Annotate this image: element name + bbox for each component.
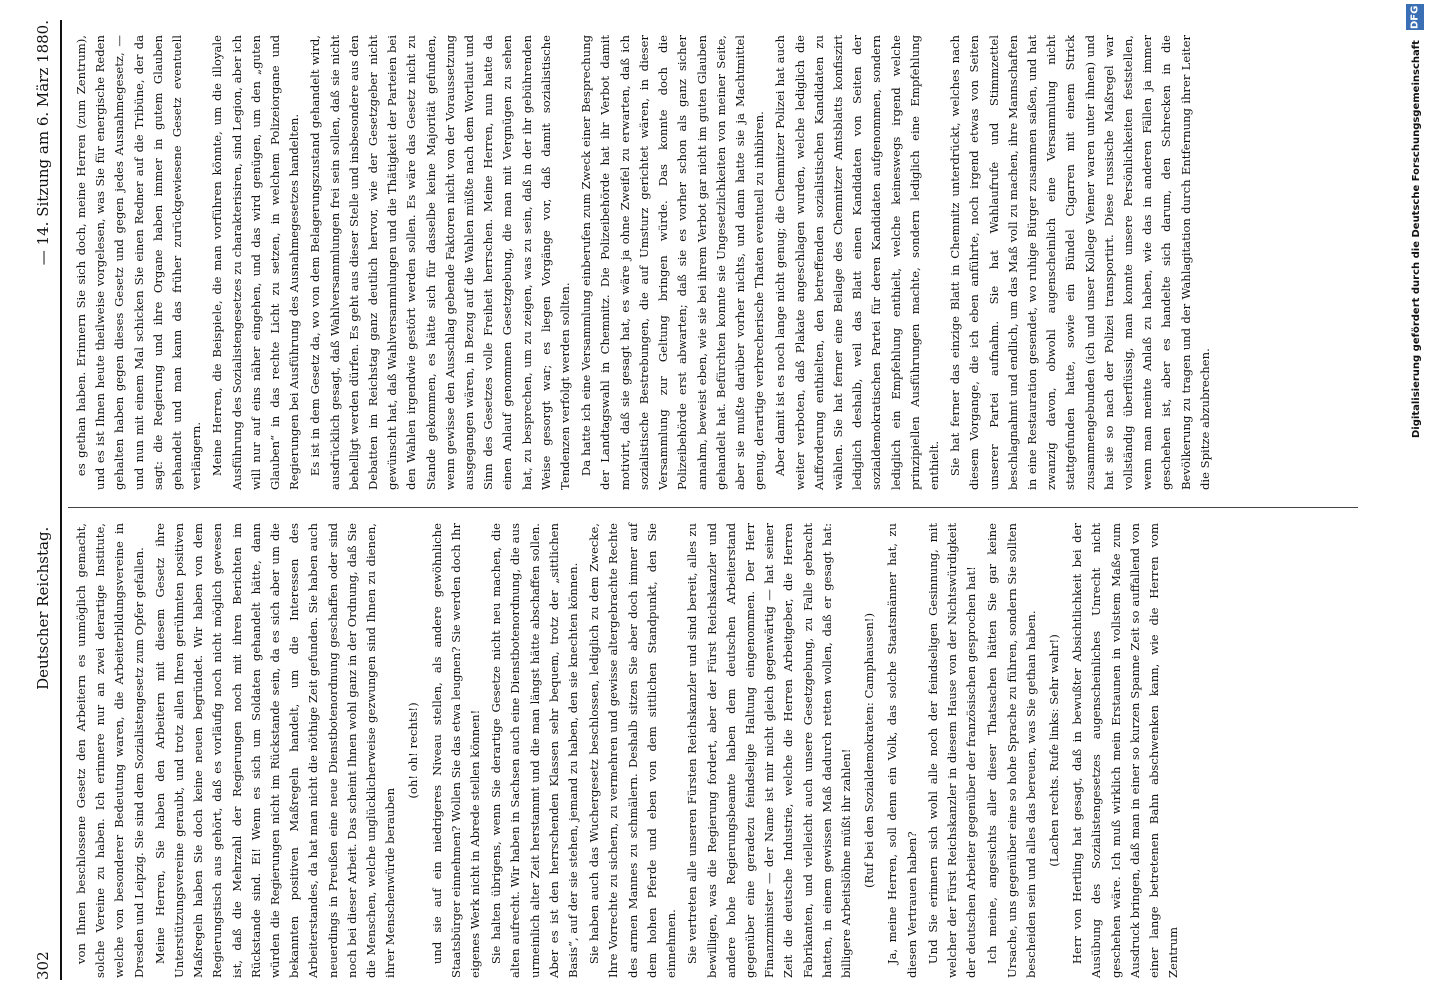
paragraph: Sie halten übrigens, wenn Sie derartige Gesetze nicht neu machen, die alten aufrecht. Wir haben in Sachsen auch eine Dienstbotenordnung, die aus urmeinlich alter Zeit herstammt und die man längst hätte abschaffen sollen. Aber es ist den herrschenden Klassen sehr bequem, trotz der „sittlichen Basis“, auf der sie stehen, jemand zu haben, den sie knechten können. <box>489 523 581 978</box>
interjection: (oh! oh! rechts!) <box>406 702 421 799</box>
scanned-page <box>10 0 1390 1000</box>
paragraph: Ja, meine Herren, soll denn ein Volk, das solche Staatsmänner hat, zu diesen Vertrauen haben? <box>885 523 919 978</box>
paragraph: Herr von Hertling hat gesagt, daß in bewußter Absichtlichkeit bei der Ausübung des Sozialistengesetzes augenscheinliches Unrecht nicht geschehen wäre. Ich muß wirklich mein Erstaunen in vollstem Maße zum Ausdruck bringen, daß man in einer so kurzen Spanne Zeit so auffallend von einer lange betretenen Bahn abschwenken kann, wie die Herren vom Zentrum <box>1070 523 1181 978</box>
paragraph: von Ihnen beschlossene Gesetz den Arbeitern es unmöglich gemacht, solche Vereine zu haben. Ich erinnere nur an zwei derartige Institute, welche von besonderer Bedeutung waren, die Arbeiterbildungsvereine in Dresden und Leipzig. Sie sind dem Sozialistengesetz zum Opfer gefallen. <box>74 523 146 978</box>
paragraph: Sie hat ferner das einzige Blatt in Chemnitz unterdrückt, welches nach diesem Vorgange, die ich eben anführte, noch irgend etwas von Seiten unserer Partei aufnahm. Sie hat Wahlaufrufe und Stimmzettel beschlagnahmt und endlich, um das Maß voll zu machen, ihre Mannschaften in eine Restauration gesendet, wo ruhige Bürger zusammen saßen, und hat zwanzig davon, obwohl augenscheinlich eine Versammlung nicht stattgefunden hatte, sowie ein Bündel Cigarren mit einem Strick zusammengebunden (ich und unser Kollege Viemer waren unter ihnen) und hat sie so nach der Polizei transportirt. Diese russische Maßregel war vollständig überflüssig, man konnte unsere Persönlichkeiten feststellen, wenn man meinte Anlaß zu haben, wie das in anderen Fällen ja immer geschehen ist, aber es handelte sich darum, den Schrecken in die Bevölkerung zu tragen und der Wahlagitation durch Entfernung ihrer Leiter die Spitze abzubrechen. <box>948 35 1212 490</box>
interjection: (Ruf bei den Sozialdemokraten: Camphausen!) <box>862 613 877 888</box>
paragraph: Sie vertreten alle unseren Fürsten Reichskanzler und sind bereit, alles zu bewilligen, was die Regierung fordert, aber der Fürst Reichskanzler und andere hohe Regierungsbeamte haben dem deutschen Arbeiterstand gegenüber eine geradezu feindselige Haltung eingenommen. Der Herr Finanzminister — der Name ist mir nicht gleich gegenwärtig — hat seiner Zeit die deutsche Industrie, welche die Herren Arbeitgeber, die Herren Fabrikanten, und vielleicht auch unsere Gesetzgebung, zu Falle gebracht hatten, in einem gewissen Maß dadurch retten wollen, daß er gesagt hat: billigere Arbeitslöhne müßt ihr zahlen! <box>685 523 853 978</box>
left-column <box>72 523 1185 978</box>
paragraph: Sie haben auch das Wuchergesetz beschlossen, lediglich zu dem Zwecke, Ihre Vorrechte zu sichern, zu vermehren und gewisse altergebrachte Rechte des armen Mannes zu schmälern. Deshalb sitzen Sie aber doch immer auf dem hohen Pferde und eben von dem sittlichen Standpunkt, den Sie einnehmen. <box>587 523 679 978</box>
page-number: 302 <box>34 951 52 980</box>
paragraph: Da hatte ich eine Versammlung einberufen zum Zweck einer Besprechung der Landtagswahl in Chemnitz. Die Polizeibehörde hat ihr Verbot damit motivirt, daß sie gesagt hat, es wäre ja ohne Zweifel zu erwarten, daß ich sozialistische Bestrebungen, die auf Umsturz gerichtet wären, in dieser Versammlung zur Geltung bringen würde. Das konnte doch die Polizeibehörde erst abwarten; daß sie es vorher schon als ganz sicher annahm, beweist eben, wie sie bei ihrem Verbot gar nicht im guten Glauben gehandelt hat. Befürchten konnte sie Ungesetzlichkeiten von meiner Seite, aber sie mußte darüber vorher nichts, und dann hatte sie ja Machtmittel genug, derartige verbrecherische Thaten eventuell zu inhibiren. <box>579 35 767 490</box>
paragraph: und sie auf ein niedrigeres Niveau stellen, als andere gewöhnliche Staatsbürger einnehmen? Wollen Sie das etwa leugnen? Sie werden doch Ihr eigenes Werk nicht in Abrede stellen können! <box>429 523 483 978</box>
column-divider <box>68 507 1358 508</box>
page-header <box>28 20 58 980</box>
paragraph: Aber damit ist es noch lange nicht genug; die Chemnitzer Polizei hat auch weiter verboten, daß Plakate angeschlagen wurden, welche lediglich die Aufforderung enthielten, den betreffenden sozialistischen Kandidaten zu wählen. Sie hat ferner eine Beilage des Chemnitzer Amtsblatts konfiszirt lediglich deshalb, weil das Blatt einen Kandidaten von Seiten der sozialdemokratischen Partei für deren Kandidaten aufgenommen, sondern lediglich ein Empfehlung enthielt, welche keineswegs irgend welche prinzipiellen Ausführungen machte, sondern lediglich eine Empfehlung enthielt. <box>773 35 941 490</box>
paragraph: Es ist in dem Gesetz da, wo von dem Belagerungszustand gehandelt wird, ausdrücklich gesagt, daß Wahlversammlungen frei sein sollen, daß sie nicht behelligt werden dürfen. Es geht aus dieser Stelle und insbesondere aus den Debatten im Reichstag ganz deutlich hervor, wie der Gesetzgeber nicht gewünscht hat, daß Wahlversammlungen und die Thätigkeit der Parteien bei den Wahlen irgendwie gestört werden sollen. Es wäre das Gesetz nicht zu Stande gekommen, es hätte sich für dasselbe keine Majorität gefunden, wenn gewisse den Ausschlag gebende Faktoren nicht von der Voraussetzung ausgegangen wären, in Bezug auf die Wahlen müßte nach dem Wortlaut und Sinn des Gesetzes volle Freiheit herrschen. Meine Herren, nun hatte da einen Anlauf genommen Gesetzgebung, die man mit Vergnügen zu sehen hat, zu besprechen, um zu zeigen, was zu sein, daß in der ihr gebührenden Weise gesorgt war; es liegen Vorgänge vor, daß damit sozialistische Tendenzen verfolgt werden sollten. <box>308 35 573 490</box>
paragraph: Und Sie erinnern sich wohl alle noch der feindseligen Gesinnung, mit welcher der Fürst Reichskanzler in diesem Hause von der Nichtswürdigkeit der deutschen Arbeiter gegenüber der französischen gesprochen hat! <box>925 523 979 978</box>
paragraph: Meine Herren, die Beispiele, die man vorführen könnte, um die illoyale Ausführung des Sozialistengesetzes zu charakterisiren, sind Legion, aber ich will nur auf eins näher eingehen, und das wird genügen, um den „guten Glauben“ in das rechte Licht zu setzen, in welchem Polizeiorgane und Regierungen bei Ausführung des Ausnahmegesetzes handelten. <box>210 35 302 490</box>
right-column <box>72 35 1217 490</box>
journal-title: Deutscher Reichstag. <box>34 526 52 690</box>
paragraph: es gethan haben. Erinnern Sie sich doch, meine Herren (zum Zentrum), und es ist Ihnen heute theilweise vorgelesen, was Sie für energische Reden gehalten haben gegen dieses Gesetz und gegen jedes Ausnahmegesetz, — und nun mit einem Mal schicken Sie einen Redner auf die Tribüne, der da sagt: die Regierung und ihre Organe haben immer in gutem Glauben gehandelt und man kann das früher zurückgewiesene Gesetz eventuell verlängern. <box>74 35 204 490</box>
header-rule <box>60 20 62 980</box>
dfg-logo: DFG <box>1406 4 1424 30</box>
interjection: (Lachen rechts. Rufe links: Sehr wahr!) <box>1046 634 1061 867</box>
paragraph: Meine Herren, Sie haben den Arbeitern mit diesem Gesetz ihre Unterstützungsvereine geraubt, und trotz allen Ihren gerühmten positiven Maßregeln haben Sie doch keine neuen begründet. Wir haben von dem Regierungstisch aus gehört, daß es vorläufig noch nicht möglich gewesen ist, daß die Mehrzahl der Regierungen noch mit ihren Berichten im Rückstande sind. Ei! Wenn es sich um Soldaten gehandelt hätte, dann würden die Regierungen nicht im Rückstande sein, da es sich aber um die bekannten positiven Maßregeln handelt, um die Interessen des Arbeiterstandes, da hat man nicht die nöthige Zeit gefunden. Sie haben auch neuerdings in Preußen eine neue Dienstbotenordnung geschaffen oder sind noch bei dieser Arbeit. Das scheint Ihnen wohl ganz in der Ordnung, daß Sie die Menschen, welche unglücklicherweise gezwungen sind Ihnen zu dienen, ihrer Menschenwürde berauben <box>152 523 398 978</box>
paragraph: Ich meine, angesichts aller dieser Thatsachen hätten Sie gar keine Ursache, uns gegenüber eine so hohe Sprache zu führen, sondern Sie sollten bescheiden sein und alles das bereuen, was Sie gethan haben. <box>985 523 1038 978</box>
session-title: — 14. Sitzung am 6. März 1880. <box>34 20 52 266</box>
digitization-sidebar <box>1402 0 1428 1000</box>
funding-credit: Digitalisierung gefördert durch die Deutsche Forschungsgemeinschaft <box>1411 40 1422 438</box>
